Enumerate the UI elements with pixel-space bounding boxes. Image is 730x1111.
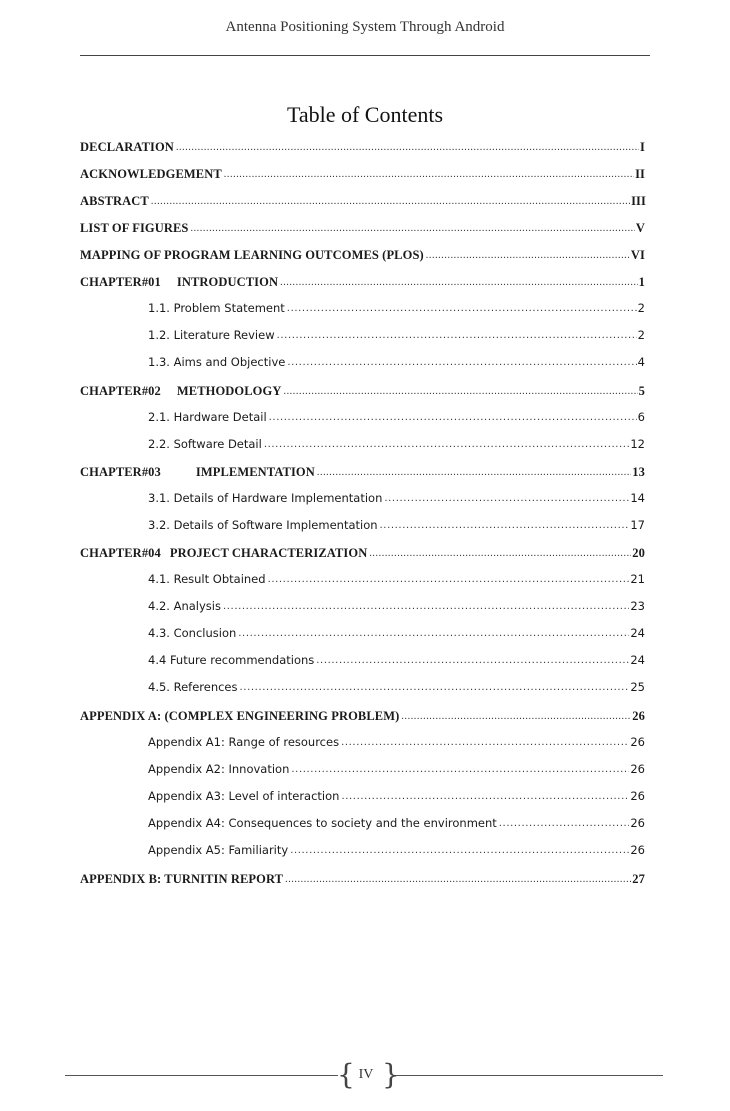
toc-entry-page: 26 bbox=[632, 708, 645, 723]
toc-entry-1-2[interactable] bbox=[148, 327, 645, 347]
toc-entry-label: 4.4 Future recommendations bbox=[148, 652, 315, 667]
header-rule bbox=[80, 55, 650, 56]
toc-entry-chapter-01[interactable] bbox=[80, 273, 645, 293]
chapter-title: METHODOLOGY bbox=[176, 383, 282, 398]
footer-rule-right bbox=[396, 1075, 663, 1076]
toc-entry-label: APPENDIX B: TURNITIN REPORT bbox=[80, 871, 284, 886]
toc-leader-dots bbox=[378, 517, 630, 529]
toc-entry-4-2[interactable] bbox=[148, 598, 645, 618]
toc-entry-label: 1.1. Problem Statement bbox=[148, 300, 285, 315]
toc-entry-label: 1.2. Literature Review bbox=[148, 327, 275, 342]
toc-entry-appendix-a3[interactable] bbox=[148, 788, 645, 808]
toc-entry-3-2[interactable] bbox=[148, 517, 645, 537]
toc-leader-dots bbox=[278, 273, 638, 286]
toc-entry-label bbox=[80, 465, 315, 480]
page-number: IV bbox=[358, 1067, 374, 1082]
toc-entry-declaration[interactable] bbox=[80, 138, 645, 158]
toc-entry-page: 5 bbox=[638, 383, 645, 398]
toc-leader-dots bbox=[262, 436, 630, 448]
toc-entry-abstract[interactable] bbox=[80, 192, 646, 212]
toc-entry-page: 25 bbox=[630, 679, 645, 694]
toc-entry-label: LIST OF FIGURES bbox=[80, 220, 189, 235]
toc-entry-page: 12 bbox=[630, 436, 645, 451]
toc-leader-dots bbox=[238, 679, 630, 691]
toc-entry-label: 4.2. Analysis bbox=[148, 598, 221, 613]
toc-leader-dots bbox=[497, 815, 630, 827]
toc-entry-4-4[interactable] bbox=[148, 652, 645, 672]
toc-entry-list-of-figures[interactable] bbox=[80, 219, 645, 239]
toc-leader-dots bbox=[149, 192, 630, 205]
toc-entry-4-3[interactable] bbox=[148, 625, 645, 645]
toc-entry-page: 2 bbox=[637, 300, 645, 315]
toc-leader-dots bbox=[266, 571, 630, 583]
toc-entry-label bbox=[80, 546, 367, 561]
toc-entry-label: Appendix A5: Familiarity bbox=[148, 842, 289, 857]
toc-leader-dots bbox=[315, 463, 631, 476]
chapter-number: CHAPTER#04 bbox=[80, 545, 161, 560]
toc-leader-dots bbox=[399, 707, 631, 720]
toc-entry-3-1[interactable] bbox=[148, 490, 645, 510]
running-header: Antenna Positioning System Through Android bbox=[225, 19, 505, 35]
chapter-number: CHAPTER#03 bbox=[80, 464, 161, 479]
toc-entry-page: I bbox=[640, 139, 645, 154]
toc-entry-page: 26 bbox=[630, 788, 645, 803]
toc-entry-page: 2 bbox=[637, 327, 645, 342]
toc-entry-label: 1.3. Aims and Objective bbox=[148, 354, 286, 369]
toc-entry-page: 6 bbox=[637, 409, 645, 424]
toc-entry-page: III bbox=[631, 193, 646, 208]
toc-entry-page: 26 bbox=[630, 815, 645, 830]
toc-entry-label: 2.2. Software Detail bbox=[148, 436, 262, 451]
toc-entry-label: Appendix A2: Innovation bbox=[148, 761, 290, 776]
toc-entry-page: 17 bbox=[630, 517, 645, 532]
toc-entry-mapping-plos[interactable] bbox=[80, 246, 645, 266]
toc-entry-label: 4.5. References bbox=[148, 679, 238, 694]
toc-entry-label: 4.3. Conclusion bbox=[148, 625, 237, 640]
toc-entry-label: Appendix A3: Level of interaction bbox=[148, 788, 340, 803]
toc-entry-label: APPENDIX A: (COMPLEX ENGINEERING PROBLEM) bbox=[80, 708, 400, 723]
toc-entry-label: ABSTRACT bbox=[80, 193, 149, 208]
toc-entry-page: 26 bbox=[630, 842, 645, 857]
toc-title: Table of Contents bbox=[286, 102, 444, 127]
chapter-title: IMPLEMENTATION bbox=[195, 464, 315, 479]
toc-entry-appendix-a2[interactable] bbox=[148, 761, 645, 781]
toc-entry-label: Appendix A4: Consequences to society and the environment bbox=[148, 815, 497, 830]
toc-leader-dots bbox=[285, 354, 636, 366]
toc-entry-label: DECLARATION bbox=[80, 139, 174, 154]
toc-leader-dots bbox=[382, 490, 629, 502]
toc-entry-label bbox=[80, 275, 278, 290]
toc-entry-appendix-a[interactable] bbox=[80, 707, 645, 727]
toc-entry-page: 23 bbox=[630, 598, 645, 613]
toc-entry-label bbox=[80, 384, 281, 399]
toc-entry-appendix-b[interactable] bbox=[80, 870, 645, 890]
toc-entry-page: 1 bbox=[638, 274, 645, 289]
chapter-number: CHAPTER#01 bbox=[80, 274, 161, 289]
toc-leader-dots bbox=[283, 870, 631, 883]
toc-entry-page: 26 bbox=[630, 734, 645, 749]
toc-leader-dots bbox=[285, 300, 637, 312]
toc-entry-acknowledgement[interactable] bbox=[80, 165, 645, 185]
toc-entry-label: ACKNOWLEDGEMENT bbox=[80, 166, 222, 181]
toc-entry-label: 3.2. Details of Software Implementation bbox=[148, 517, 378, 532]
toc-entry-label: Appendix A1: Range of resources bbox=[148, 734, 340, 749]
toc-leader-dots bbox=[289, 761, 629, 773]
toc-entry-label: 4.1. Result Obtained bbox=[148, 571, 266, 586]
footer-close-brace-icon: } bbox=[382, 1058, 400, 1091]
toc-leader-dots bbox=[174, 138, 639, 151]
chapter-number: CHAPTER#02 bbox=[80, 383, 161, 398]
toc-leader-dots bbox=[288, 842, 629, 854]
toc-entry-2-1[interactable] bbox=[148, 409, 645, 429]
toc-leader-dots bbox=[188, 219, 634, 232]
toc-entry-page: 24 bbox=[630, 652, 645, 667]
toc-entry-page: VI bbox=[630, 247, 645, 262]
toc-leader-dots bbox=[424, 246, 630, 259]
toc-entry-page: 24 bbox=[630, 625, 645, 640]
toc-leader-dots bbox=[236, 625, 629, 637]
toc-entry-chapter-02[interactable] bbox=[80, 382, 645, 402]
toc-entry-2-2[interactable] bbox=[148, 436, 645, 456]
toc-leader-dots bbox=[367, 544, 631, 557]
toc-entry-page: 21 bbox=[630, 571, 645, 586]
toc-entry-page: V bbox=[635, 220, 645, 235]
toc-entry-1-3[interactable] bbox=[148, 354, 645, 374]
toc-entry-label: MAPPING OF PROGRAM LEARNING OUTCOMES (PLOS) bbox=[80, 247, 424, 262]
toc-leader-dots bbox=[314, 652, 629, 664]
footer-open-brace-icon: { bbox=[337, 1058, 355, 1091]
toc-entry-page: 26 bbox=[630, 761, 645, 776]
toc-entry-page: 13 bbox=[632, 464, 645, 479]
toc-entry-label: 3.1. Details of Hardware Implementation bbox=[148, 490, 383, 505]
toc-entry-page: II bbox=[635, 166, 645, 181]
toc-entry-page: 27 bbox=[632, 871, 645, 886]
toc-entry-appendix-a4[interactable] bbox=[148, 815, 645, 835]
toc-leader-dots bbox=[222, 165, 634, 178]
toc-entry-page: 20 bbox=[632, 545, 645, 560]
toc-leader-dots bbox=[339, 734, 629, 746]
chapter-title: INTRODUCTION bbox=[176, 274, 279, 289]
footer-rule-left bbox=[65, 1075, 338, 1076]
toc-leader-dots bbox=[281, 382, 637, 395]
toc-entry-1-1[interactable] bbox=[148, 300, 645, 320]
toc-entry-4-1[interactable] bbox=[148, 571, 645, 591]
toc-leader-dots bbox=[275, 327, 637, 339]
toc-leader-dots bbox=[221, 598, 629, 610]
toc-entry-page: 4 bbox=[637, 354, 645, 369]
toc-entry-4-5[interactable] bbox=[148, 679, 645, 699]
toc-entry-label: 2.1. Hardware Detail bbox=[148, 409, 267, 424]
toc-entry-chapter-04[interactable] bbox=[80, 544, 645, 564]
toc-entry-appendix-a5[interactable] bbox=[148, 842, 645, 862]
toc-entry-chapter-03[interactable] bbox=[80, 463, 645, 483]
chapter-title: PROJECT CHARACTERIZATION bbox=[169, 545, 368, 560]
toc-entry-page: 14 bbox=[630, 490, 645, 505]
toc-entry-appendix-a1[interactable] bbox=[148, 734, 645, 754]
toc-leader-dots bbox=[339, 788, 629, 800]
toc-leader-dots bbox=[267, 409, 637, 421]
